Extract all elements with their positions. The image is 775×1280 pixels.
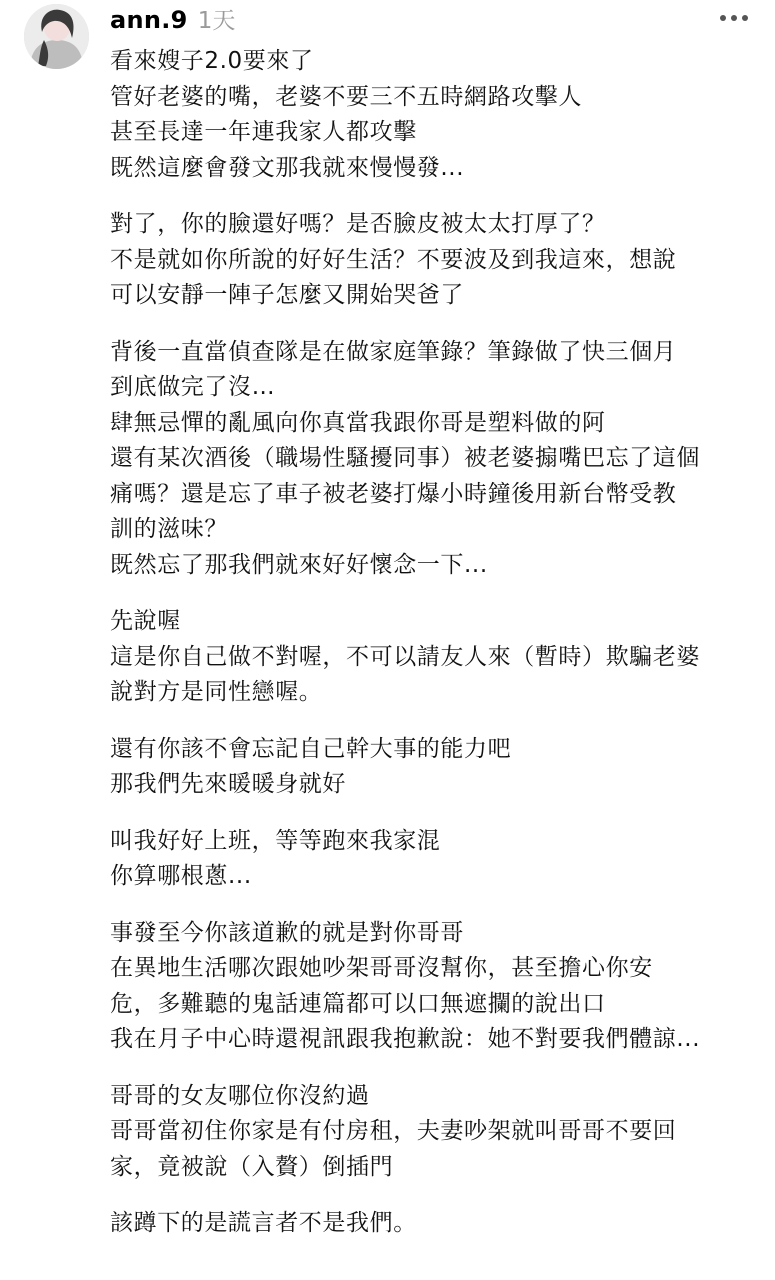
post-text-line: 還有你該不會忘記自己幹大事的能力吧 bbox=[110, 735, 512, 762]
post-text-line: 說對方是同性戀喔。 bbox=[110, 679, 323, 705]
post-text-line: 那我們先來暖暖身就好 bbox=[110, 771, 346, 797]
post-paragraph bbox=[110, 44, 760, 186]
post-text-line: 看來嫂子2.0要來了 bbox=[110, 48, 314, 74]
post-text-line: 不是就如你所說的好好生活？不要波及到我這來，想說 bbox=[110, 246, 677, 273]
post-text-line: 在異地生活哪次跟她吵架哥哥沒幫你，甚至擔心你安 bbox=[110, 955, 653, 981]
post-text-line: 事發至今你該道歉的就是對你哥哥 bbox=[110, 919, 464, 946]
post-paragraph bbox=[110, 916, 760, 1058]
post-paragraph bbox=[110, 824, 760, 895]
post-text-line: 肆無忌憚的亂風向你真當我跟你哥是塑料做的阿 bbox=[110, 409, 606, 436]
post-text-line: 背後一直當偵查隊是在做家庭筆錄？筆錄做了快三個月 bbox=[110, 338, 677, 365]
post-text-line: 家，竟被說（入贅）倒插門 bbox=[110, 1153, 394, 1180]
post-text-line: 訓的滋味？ bbox=[110, 516, 228, 542]
username[interactable]: ann.9 bbox=[110, 6, 188, 34]
post-text-line: 叫我好好上班，等等跑來我家混 bbox=[110, 827, 441, 854]
post-text-line: 既然忘了那我們就來好好懷念一下... bbox=[110, 551, 488, 578]
post-body bbox=[110, 44, 760, 1263]
post-paragraph bbox=[110, 1079, 760, 1186]
post-paragraph bbox=[110, 732, 760, 803]
post-text-line: 我在月子中心時還視訊跟我抱歉說：她不對要我們體諒... bbox=[110, 1026, 701, 1052]
post-text-line: 既然這麼會發文那我就來慢慢發... bbox=[110, 154, 465, 181]
post-text-line: 到底做完了沒… bbox=[110, 374, 276, 400]
post-text-line: 對了，你的臉還好嗎？是否臉皮被太太打厚了？ bbox=[110, 211, 606, 237]
post-text-line: 可以安靜一陣子怎麼又開始哭爸了 bbox=[110, 282, 464, 308]
post-text-line: 還有某次酒後（職場性騷擾同事）被老婆搧嘴巴忘了這個 bbox=[110, 445, 700, 471]
post-text-line: 先說喔 bbox=[110, 608, 181, 634]
post-paragraph bbox=[110, 1206, 760, 1242]
post-text-line: 危，多難聽的鬼話連篇都可以口無遮攔的說出口 bbox=[110, 990, 606, 1017]
more-options-button[interactable] bbox=[716, 4, 752, 32]
avatar[interactable] bbox=[24, 4, 89, 69]
post-text-line: 管好老婆的嘴，老婆不要三不五時網路攻擊人 bbox=[110, 83, 582, 110]
post-text-line: 甚至長達一年連我家人都攻擊 bbox=[110, 119, 417, 145]
post-text-line: 哥哥的女友哪位你沒約過 bbox=[110, 1082, 370, 1109]
post-paragraph bbox=[110, 335, 760, 584]
post-text-line: 哥哥當初住你家是有付房租，夫妻吵架就叫哥哥不要回 bbox=[110, 1118, 677, 1144]
post-text-line: 痛嗎？還是忘了車子被老婆打爆小時鐘後用新台幣受教 bbox=[110, 480, 677, 507]
post-time: 1天 bbox=[197, 8, 236, 34]
avatar-photo bbox=[24, 4, 89, 69]
post-text-line: 你算哪根蔥... bbox=[110, 863, 252, 889]
post-paragraph bbox=[110, 604, 760, 711]
more-dots-icon bbox=[719, 14, 749, 22]
post-text-line: 這是你自己做不對喔，不可以請友人來（暫時）欺騙老婆 bbox=[110, 643, 700, 670]
post-paragraph bbox=[110, 207, 760, 314]
post-header bbox=[110, 2, 235, 34]
post-text-line: 該蹲下的是謊言者不是我們。 bbox=[110, 1210, 417, 1236]
